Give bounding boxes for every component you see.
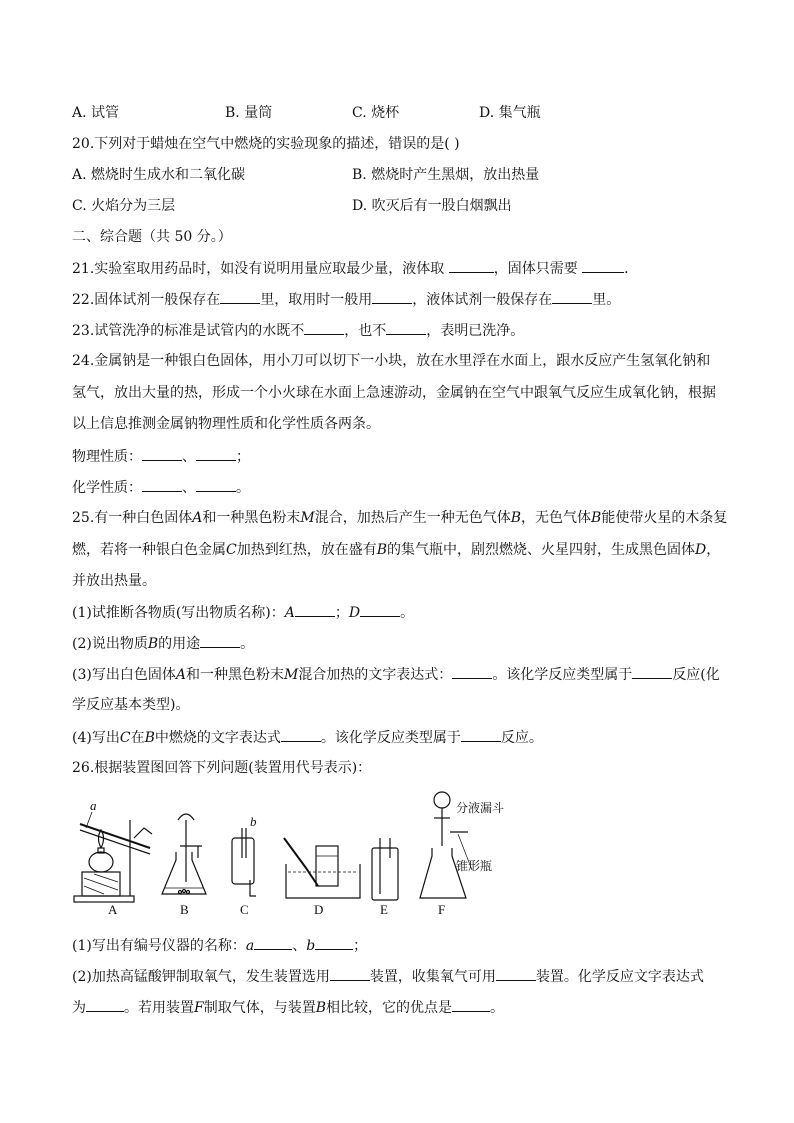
apparatus-a (74, 812, 152, 902)
answer-blank[interactable] (496, 966, 536, 981)
q19-option-a: A. 试管 (72, 105, 120, 121)
q19-option-d: D. 集气瓶 (479, 105, 541, 121)
q20-stem: 20.下列对于蜡烛在空气中燃烧的实验现象的描述，错误的是( ) (72, 136, 460, 152)
q25-line-2: 燃，若将一种银白色金属C加热到红热，放在盛有B的集气瓶中，剧烈燃烧、火星四射，生成黑色固体D， (72, 542, 721, 558)
apparatus-c (232, 828, 256, 896)
label-c: C (240, 902, 249, 917)
answer-blank[interactable] (449, 258, 494, 273)
q20-option-c: C. 火焰分为三层 (72, 198, 176, 214)
q25-line-1: 25.有一种白色固体A和一种黑色粉末M混合，加热后产生一种无色气体B，无色气体B能使带火星的木条复 (72, 510, 728, 526)
answer-blank[interactable] (372, 289, 412, 304)
answer-blank[interactable] (196, 477, 236, 492)
q20-option-b: B. 燃烧时产生黑烟，放出热量 (352, 167, 540, 183)
answer-blank[interactable] (552, 289, 592, 304)
q25-sub-3-cont: 学反应基本类型)。 (72, 697, 190, 713)
answer-blank[interactable] (295, 602, 335, 617)
q19-option-b: B. 量筒 (225, 105, 273, 121)
q24-line-2: 氢气，放出大量的热，形成一个小火球在水面上急速游动，金属钠在空气中跟氧气反应生成氧化钠，根据 (72, 385, 716, 401)
q26-sub-2: (2)加热高锰酸钾制取氧气，发生装置选用 装置，收集氧气可用 装置。化学反应文字表达式 (72, 966, 704, 987)
q24-chemical: 化学性质： 、 。 (72, 477, 250, 498)
q22: 22.固体试剂一般保存在 里，取用时一般用 ，液体试剂一般保存在 里。 (72, 289, 620, 310)
answer-blank[interactable] (254, 935, 292, 950)
q25-sub-4: (4)写出C在B中燃烧的文字表达式 。该化学反应类型属于 反应。 (72, 727, 543, 748)
marker-a: a (90, 798, 97, 813)
answer-blank[interactable] (452, 664, 492, 679)
q25-sub-2: (2)说出物质B的用途 。 (72, 633, 254, 654)
q26-stem: 26.根据装置图回答下列问题(装置用代号表示)： (72, 760, 372, 776)
q25-line-3: 并放出热量。 (72, 573, 156, 589)
q24-line-3: 以上信息推测金属钠物理性质和化学性质各两条。 (72, 416, 380, 432)
q20-option-d: D. 吹灭后有一股白烟飘出 (352, 198, 512, 214)
answer-blank[interactable] (632, 664, 672, 679)
apparatus-e (372, 838, 398, 900)
q24-physical: 物理性质： 、 ； (72, 446, 250, 467)
answer-blank[interactable] (220, 289, 260, 304)
answer-blank[interactable] (330, 966, 370, 981)
answer-blank[interactable] (200, 633, 240, 648)
marker-b: b (250, 814, 257, 829)
q26-sub-1: (1)写出有编号仪器的名称：a 、b ； (72, 935, 367, 956)
label-b: B (180, 902, 189, 917)
answer-blank[interactable] (461, 727, 501, 742)
q21: 21.实验室取用药品时，如没有说明用量应取最少量，液体取 ，固体只需要 ． (72, 258, 638, 279)
label-a: A (108, 902, 118, 917)
q24-line-1: 24.金属钠是一种银白色固体，用小刀可以切下一小块，放在水里浮在水面上，跟水反应产生氢氧化钠和 (72, 353, 711, 369)
q26-sub-2-cont: 为 。若用装置F制取气体，与装置B相比较，它的优点是 。 (72, 997, 504, 1018)
label-separatory-funnel: 分液漏斗 (456, 801, 505, 815)
q19-option-c: C. 烧杯 (352, 105, 400, 121)
answer-blank[interactable] (386, 320, 426, 335)
answer-blank[interactable] (196, 446, 236, 461)
label-conical-flask: 锥形瓶 (456, 859, 493, 873)
label-e: E (380, 902, 388, 917)
section-title: 二、综合题（共 50 分。） (72, 229, 232, 245)
answer-blank[interactable] (360, 602, 400, 617)
label-f: F (438, 902, 446, 917)
answer-blank[interactable] (582, 258, 624, 273)
answer-blank[interactable] (304, 320, 344, 335)
answer-blank[interactable] (315, 935, 353, 950)
label-d: D (314, 902, 324, 917)
apparatus-diagram (72, 786, 552, 922)
answer-blank[interactable] (281, 727, 321, 742)
q23: 23.试管洗净的标准是试管内的水既不 ，也不 ，表明已洗净。 (72, 320, 524, 341)
q25-sub-1: (1)试推断各物质(写出物质名称)：A ；D 。 (72, 602, 414, 623)
answer-blank[interactable] (142, 446, 182, 461)
apparatus-d (284, 838, 360, 898)
answer-blank[interactable] (86, 997, 124, 1012)
answer-blank[interactable] (142, 477, 182, 492)
apparatus-figure (72, 786, 552, 922)
answer-blank[interactable] (452, 997, 490, 1012)
q25-sub-3: (3)写出白色固体A和一种黑色粉末M混合加热的文字表达式： 。该化学反应类型属于 反应(化 (72, 664, 720, 685)
apparatus-b (162, 814, 206, 894)
q20-option-a: A. 燃烧时生成水和二氧化碳 (72, 167, 246, 183)
